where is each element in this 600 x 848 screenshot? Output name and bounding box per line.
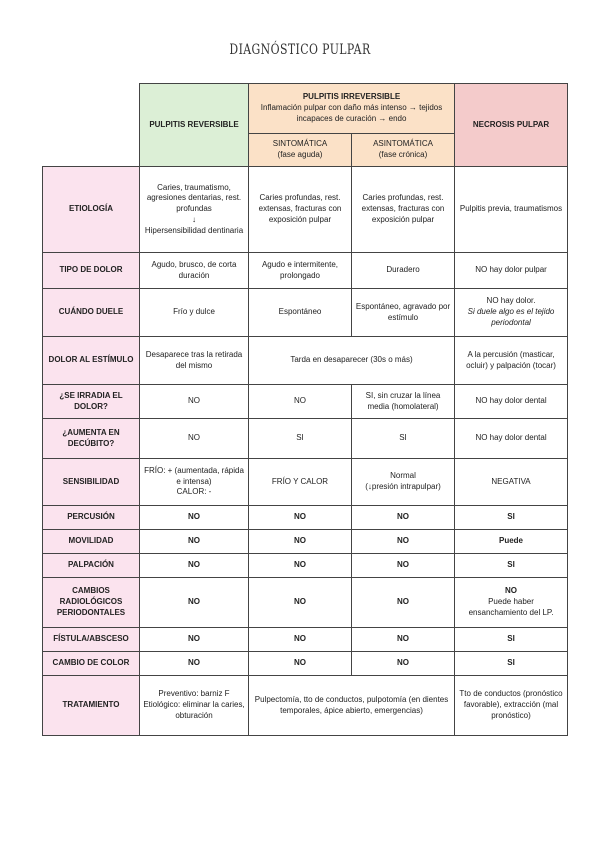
- cell-necrosis: SI: [455, 554, 568, 578]
- cell-sintomatica: NO: [249, 628, 352, 652]
- table-row: [43, 253, 568, 289]
- radiologicos-nec-sub: Puede haber ensanchamiento del LP.: [468, 597, 554, 617]
- sensibilidad-asin-sub: (↓presión intrapulpar): [365, 482, 441, 491]
- table-row: [43, 628, 568, 652]
- corner-cell: [43, 84, 140, 167]
- row-label: TRATAMIENTO: [43, 676, 140, 736]
- cell-sintomatica: SI: [249, 419, 352, 459]
- cell-reversible: NO: [140, 385, 249, 419]
- row-label: DOLOR AL ESTÍMULO: [43, 337, 140, 385]
- etiologia-rev-hiper: Hipersensibilidad dentinaria: [144, 225, 244, 235]
- row-label: ¿AUMENTA EN DECÚBITO?: [43, 419, 140, 459]
- cell-asintomatica: NO: [352, 506, 455, 530]
- row-label: SENSIBILIDAD: [43, 459, 140, 506]
- cell-reversible: NO: [140, 530, 249, 554]
- table-row: [43, 337, 568, 385]
- cell-asintomatica: NO: [352, 554, 455, 578]
- cell-necrosis: SI: [455, 652, 568, 676]
- cell-sintomatica: NO: [249, 530, 352, 554]
- table-row: [43, 652, 568, 676]
- sensibilidad-frio: FRÍO: + (aumentada, rápida e intensa): [144, 465, 244, 486]
- row-label: PERCUSIÓN: [43, 506, 140, 530]
- cell-necrosis: Tto de conductos (pronóstico favorable), extracción (mal pronóstico): [455, 676, 568, 736]
- page-title: DIAGNÓSTICO PULPAR: [229, 42, 371, 58]
- asintomatica-sub: (fase crónica): [378, 150, 428, 159]
- table-row: [43, 554, 568, 578]
- cuando-nec-note: Si duele algo es el tejido periodontal: [467, 307, 555, 327]
- cell-sintomatica: Agudo e intermitente, prolongado: [249, 253, 352, 289]
- cell-reversible: [140, 459, 249, 506]
- table-row: [43, 506, 568, 530]
- cell-necrosis: SI: [455, 628, 568, 652]
- cell-asintomatica: NO: [352, 578, 455, 628]
- table-row: [43, 459, 568, 506]
- row-label: CAMBIOS RADIOLÓGICOS PERIODONTALES: [43, 578, 140, 628]
- cell-reversible: Frío y dulce: [140, 289, 249, 337]
- asintomatica-label: ASINTOMÁTICA: [373, 139, 433, 149]
- cell-sintomatica: Espontáneo: [249, 289, 352, 337]
- cell-necrosis: NO hay dolor dental: [455, 419, 568, 459]
- header-necrosis: NECROSIS PULPAR: [455, 84, 568, 167]
- table-row: [43, 676, 568, 736]
- cell-reversible: Desaparece tras la retirada del mismo: [140, 337, 249, 385]
- header-reversible: PULPITIS REVERSIBLE: [140, 84, 249, 167]
- diagnosis-table: [42, 83, 568, 736]
- cell-necrosis: NO hay dolor pulpar: [455, 253, 568, 289]
- cell-asintomatica: [352, 459, 455, 506]
- row-label: FÍSTULA/ABSCESO: [43, 628, 140, 652]
- cell-necrosis: A la percusión (masticar, ocluir) y palpación (tocar): [455, 337, 568, 385]
- cell-reversible: NO: [140, 419, 249, 459]
- irreversible-description: Inflamación pulpar con daño más intenso → tejidos incapaces de curación → endo: [260, 103, 443, 123]
- cell-asintomatica: SI: [352, 419, 455, 459]
- cell-irreversible: Tarda en desaparecer (30s o más): [249, 337, 455, 385]
- cell-asintomatica: Caries profundas, rest. extensas, fracturas con exposición pulpar: [352, 167, 455, 253]
- row-label: MOVILIDAD: [43, 530, 140, 554]
- cell-necrosis: NEGATIVA: [455, 459, 568, 506]
- cell-necrosis: NO hay dolor dental: [455, 385, 568, 419]
- etiologia-rev-text: Caries, traumatismo, agresiones dentarias, rest. profundas: [146, 182, 242, 214]
- cuando-nec-text: NO hay dolor.: [486, 296, 536, 306]
- cell-irreversible: Pulpectomía, tto de conductos, pulpotomía (en dientes temporales, ápice abierto, emergencias): [249, 676, 455, 736]
- table-row: [43, 167, 568, 253]
- cell-reversible: Preventivo: barniz F Etiológico: eliminar la caries, obturación: [140, 676, 249, 736]
- sintomatica-sub: (fase aguda): [277, 150, 323, 159]
- table-row: [43, 578, 568, 628]
- cell-sintomatica: NO: [249, 506, 352, 530]
- cell-sintomatica: NO: [249, 385, 352, 419]
- cell-reversible: [140, 167, 249, 253]
- cell-asintomatica: NO: [352, 652, 455, 676]
- radiologicos-nec: NO: [505, 586, 518, 596]
- table-row: [43, 419, 568, 459]
- table-row: [43, 385, 568, 419]
- sensibilidad-calor: CALOR: -: [176, 487, 212, 497]
- down-arrow-icon: ↓: [192, 214, 196, 224]
- table-row: [43, 530, 568, 554]
- sintomatica-label: SINTOMÁTICA: [272, 139, 328, 149]
- row-label: TIPO DE DOLOR: [43, 253, 140, 289]
- cell-sintomatica: Caries profundas, rest. extensas, fracturas con exposición pulpar: [249, 167, 352, 253]
- cell-sintomatica: NO: [249, 652, 352, 676]
- cell-asintomatica: Duradero: [352, 253, 455, 289]
- cell-reversible: Agudo, brusco, de corta duración: [140, 253, 249, 289]
- cell-reversible: NO: [140, 554, 249, 578]
- header-asintomatica: [352, 134, 455, 167]
- header-sintomatica: [249, 134, 352, 167]
- cell-necrosis: [455, 578, 568, 628]
- row-label: PALPACIÓN: [43, 554, 140, 578]
- row-label: ¿SE IRRADIA EL DOLOR?: [43, 385, 140, 419]
- cell-necrosis: [455, 289, 568, 337]
- cell-reversible: NO: [140, 578, 249, 628]
- cell-asintomatica: NO: [352, 628, 455, 652]
- row-label: ETIOLOGÍA: [43, 167, 140, 253]
- cell-sintomatica: NO: [249, 554, 352, 578]
- cell-asintomatica: NO: [352, 530, 455, 554]
- cell-asintomatica: Espontáneo, agravado por estímulo: [352, 289, 455, 337]
- irreversible-title: PULPITIS IRREVERSIBLE: [302, 92, 401, 102]
- row-label: CAMBIO DE COLOR: [43, 652, 140, 676]
- cell-necrosis: SI: [455, 506, 568, 530]
- cell-necrosis: Pulpitis previa, traumatismos: [455, 167, 568, 253]
- cell-reversible: NO: [140, 506, 249, 530]
- cell-necrosis: Puede: [455, 530, 568, 554]
- sensibilidad-asin: Normal: [390, 471, 416, 481]
- cell-sintomatica: NO: [249, 578, 352, 628]
- cell-reversible: NO: [140, 652, 249, 676]
- cell-sintomatica: FRÍO Y CALOR: [249, 459, 352, 506]
- row-label: CUÁNDO DUELE: [43, 289, 140, 337]
- table-row: [43, 289, 568, 337]
- header-irreversible: [249, 84, 455, 134]
- cell-reversible: NO: [140, 628, 249, 652]
- cell-asintomatica: SI, sin cruzar la línea media (homolateral): [352, 385, 455, 419]
